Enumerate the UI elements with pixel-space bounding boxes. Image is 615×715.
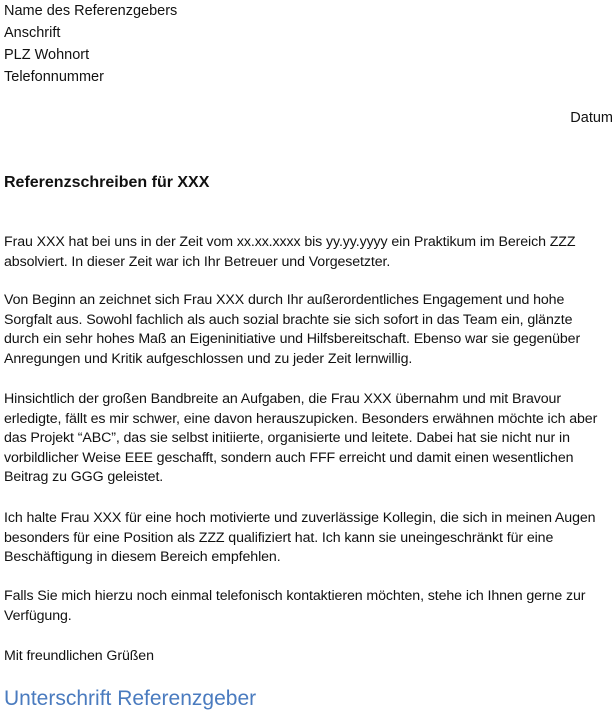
sender-address: Anschrift [4, 25, 61, 41]
paragraph-engagement: Von Beginn an zeichnet sich Frau XXX durch Ihr außerordentliches Engagement und hohe Sorgfalt aus. Sowohl fachlich als auch sozial brachte sie sich sofort in das Team ein, glänzte durch ein sehr hohes Maß an Eigeninitiative und Hilfsbereitschaft. Ebenso war sie gegenüber Anregungen und Kritik aufgeschlossen und zu jeder Zeit lernwillig. [4, 292, 581, 367]
paragraph-tasks: Hinsichtlich der großen Bandbreite an Aufgaben, die Frau XXX übernahm und mit Bravour erledigte, fällt es mir schwer, eine davon herauszupicken. Besonders erwähnen möchte ich aber das Projekt “ABC”, das sie selbst initiierte, organisierte und leitete. Dabei hat sie nicht nur in vorbildlicher Weise EEE geschafft, sondern auch FFF erreicht und damit einen wesentlichen Beitrag zu GGG geleistet. [4, 391, 598, 486]
signature-placeholder: Unterschrift Referenzgeber [4, 687, 257, 710]
paragraph-internship: Frau XXX hat bei uns in der Zeit vom xx.xx.xxxx bis yy.yy.yyyy ein Praktikum im Bereich ZZZ absolviert. In dieser Zeit war ich Ihr Betreuer und Vorgesetzter. [4, 234, 576, 270]
sender-phone: Telefonnummer [4, 69, 104, 85]
paragraph-contact: Falls Sie mich hierzu noch einmal telefonisch kontaktieren möchten, stehe ich Ihnen gerne zur Verfügung. [4, 588, 586, 624]
paragraph-recommendation: Ich halte Frau XXX für eine hoch motivierte und zuverlässige Kollegin, die sich in meinen Augen besonders für eine Position als ZZZ qualifiziert hat. Ich kann sie uneingeschränkt für eine Beschäftigung in diesem Bereich empfehlen. [4, 510, 596, 566]
sender-name: Name des Referenzgebers [4, 3, 178, 19]
sender-block [4, 0, 177, 88]
letter-subject: Referenzschreiben für XXX [4, 174, 210, 191]
letter-date: Datum [570, 110, 613, 126]
sender-city: PLZ Wohnort [4, 47, 90, 63]
closing-line: Mit freundlichen Grüßen [4, 648, 154, 664]
